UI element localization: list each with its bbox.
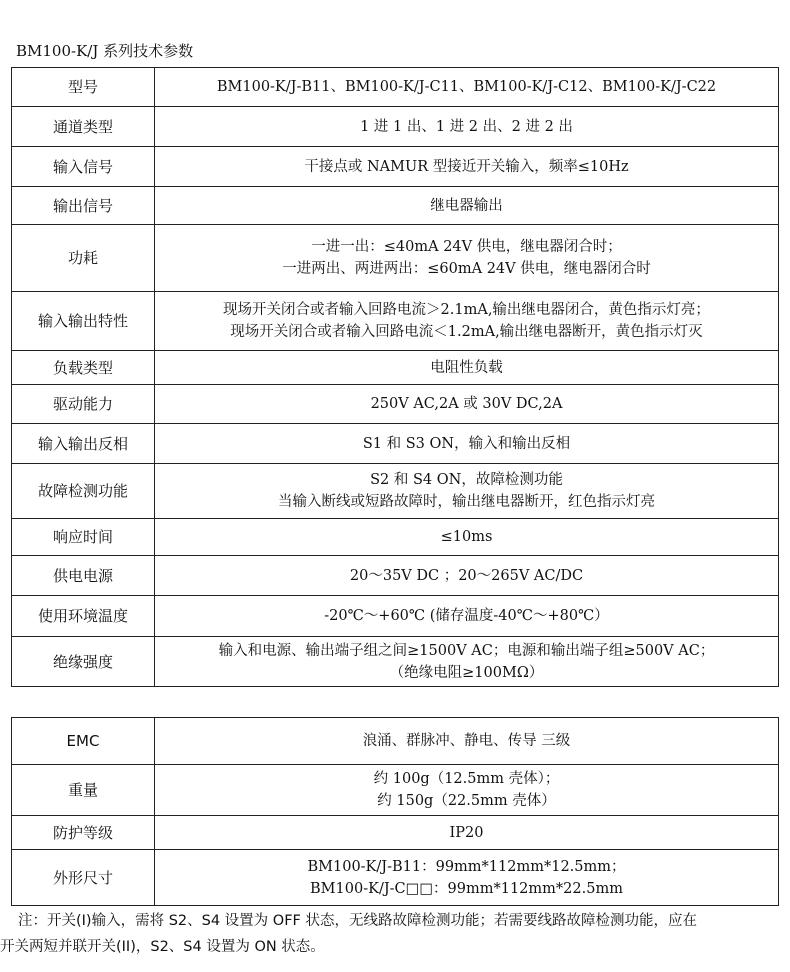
param-value-line: BM100-K/J-B11、BM100-K/J-C11、BM100-K/J-C12、BM100-K/J-C22 [216,79,717,95]
param-value [155,850,779,906]
param-value [155,107,779,147]
doc-title: BM100-K/J 系列技术参数 [16,42,194,60]
table-row [12,385,779,424]
param-value [155,424,779,464]
table-row [12,424,779,464]
param-value [155,637,779,687]
param-value-line: （绝缘电阻≥100MΩ） [389,664,544,681]
param-value-line: BM100-K/J-B11：99mm*112mm*12.5mm； [307,858,626,875]
param-value-line: 一进一出：≤40mA 24V 供电，继电器闭合时； [311,239,622,255]
param-value-line: S2 和 S4 ON，故障检测功能 [370,472,563,488]
tech-params-table [11,67,779,687]
table-row [12,464,779,519]
param-label: 绝缘强度 [12,637,155,687]
table-row [12,187,779,225]
param-label: 驱动能力 [12,385,155,424]
param-label: 输入输出特性 [12,292,155,351]
param-label: 故障检测功能 [12,464,155,519]
param-value-line: -20℃～+60℃ (储存温度-40℃～+80℃） [324,608,609,624]
param-value-line: 继电器输出 [430,197,503,214]
param-value-line: 20～35V DC ；20～265V AC/DC [349,567,584,584]
table-row [12,816,779,850]
param-value [155,351,779,385]
param-value-line: 浪涌、群脉冲、静电、传导 三级 [362,733,571,749]
param-label: 输出信号 [12,187,155,225]
param-value-line: 电阻性负载 [430,359,503,376]
param-label: 输入信号 [12,147,155,187]
param-label: 负载类型 [12,351,155,385]
param-value-line: 现场开关闭合或者输入回路电流＞2.1mA,输出继电器闭合，黄色指示灯亮； [223,302,710,318]
table-row [12,718,779,765]
param-label: 响应时间 [12,519,155,556]
param-value [155,596,779,637]
footnote [0,908,790,960]
param-label: 使用环境温度 [12,596,155,637]
param-label: 输入输出反相 [12,424,155,464]
param-value [155,556,779,596]
param-value [155,816,779,850]
param-value-line: 现场开关闭合或者输入回路电流＜1.2mA,输出继电器断开，黄色指示灯灭 [230,324,703,340]
param-value [155,225,779,292]
table-row [12,68,779,107]
param-label: 通道类型 [12,107,155,147]
param-value [155,519,779,556]
param-value-line: 当输入断线或短路故障时，输出继电器断开，红色指示灯亮 [278,494,655,510]
param-label: 型号 [12,68,155,107]
param-value-line: BM100-K/J-C□□：99mm*112mm*22.5mm [310,880,623,897]
tech-params-table-2 [11,717,779,906]
param-value-line: 输入和电源、输出端子组之间≥1500V AC；电源和输出端子组≥500V AC； [218,642,715,659]
table-row [12,556,779,596]
param-label: 重量 [12,765,155,816]
param-value-line: 约 150g（22.5mm 壳体） [377,793,556,809]
param-value-line: 干接点或 NAMUR 型接近开关输入，频率≤10Hz [304,158,629,175]
param-value-line: IP20 [449,824,484,841]
param-value-line: 250V AC,2A 或 30V DC,2A [370,396,563,412]
param-value [155,718,779,765]
table-row [12,850,779,906]
param-value [155,464,779,519]
footnote-line-1: 注：开关(I)输入，需将 S2、S4 设置为 OFF 状态，无线路故障检测功能；若需要线路故障检测功能，应在 [18,913,697,929]
table-row [12,351,779,385]
table-row [12,147,779,187]
param-value-line: 1 进 1 出、1 进 2 出、2 进 2 出 [360,118,573,135]
param-label: 防护等级 [12,816,155,850]
param-value-line: 约 100g（12.5mm 壳体）； [373,771,560,787]
param-value [155,385,779,424]
param-value [155,765,779,816]
param-value [155,187,779,225]
param-value [155,147,779,187]
param-value-line: 一进两出、两进两出：≤60mA 24V 供电，继电器闭合时 [282,261,651,277]
table-row [12,765,779,816]
footnote-line-2: 开关两短并联开关(II)，S2、S4 设置为 ON 状态。 [0,939,325,955]
param-value-line: S1 和 S3 ON，输入和输出反相 [362,435,571,452]
table-row [12,596,779,637]
param-label: EMC [12,718,155,765]
param-label: 供电电源 [12,556,155,596]
table-row [12,225,779,292]
param-value [155,292,779,351]
table-row [12,519,779,556]
param-value [155,68,779,107]
param-label: 功耗 [12,225,155,292]
table-row [12,637,779,687]
param-value-line: ≤10ms [440,529,493,545]
table-row [12,292,779,351]
param-label: 外形尺寸 [12,850,155,906]
table-row [12,107,779,147]
